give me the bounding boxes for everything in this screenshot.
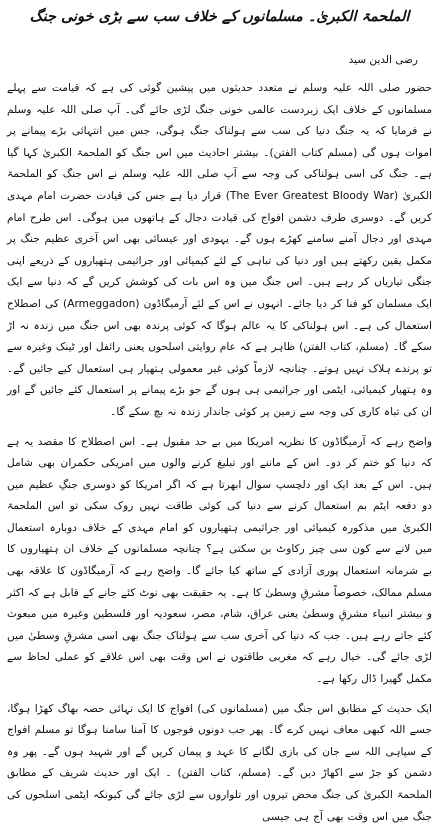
paragraph-text: حضور صلی اللہ علیہ وسلم نے متعدد حدیثوں میں پیشین گوئی کی ہے کہ قیامت سے پہلے مسلمانوں کے خلاف ایک زبردست عالمی خونی جنگ لڑی جائے گی۔ آپ صلی اللہ علیہ وسلم نے فرمایا کہ یہ جنگ دنیا کی سب سے ہولناک جنگ ہوگی، جس میں انتہائی بڑے پیمانے پر اموات ہوں گی (مسلم کتاب الفتن)۔ بیشتر احادیث میں اس جنگ کو الملحمۃ الکبریٰ کہا گیا ہے۔ جنگ کی اسی ہولناکی کی وجہ سے آپ صلی اللہ علیہ وسلم نے اس جنگ کو الملحمۃ الکبریٰ (The Ever Greatest Bloody War) قرار دیا ہے جس کی قیادت حضرت امام مہدی کریں گے۔ دوسری طرف دشمن افواج کی قیادت دجال کے ہاتھوں میں ہوگی۔ اس طرح امام مہدی اور دجال آمنے سامنے کھڑے ہوں گے۔ یہودی اور عیسائی بھی اس آخری عظیم جنگ پر مکمل یقین رکھتے ہیں اور دنیا کی تباہی کے لئے کیمیائی اور جراثیمی ہتھیاروں کے ذریعے اپنی جنگی تیاریاں کر رہے ہیں۔ اس جنگ میں وہ اس بات کی کوشش کریں گے کہ دنیا سے ایک ایک مسلمان کو فنا کر دیا جائے۔ انہوں نے اس کے لئے آرمیگاڈون (Armeggadon) کی اصطلاح استعمال کی ہے۔ اس ہولناکی کا یہ عالم ہوگا کہ کوئی پرندہ بھی اس جنگ میں زندہ نہ اڑ سکے گا۔ (مسلم، کتاب الفتن) ظاہر ہے کہ عام روایتی اسلحوں یعنی رائفل اور ٹینک وغیرہ سے تو پرندے ہلاک نہیں ہوتے۔ چنانچہ لازماً کوئی غیر معمولی ہتھیار ہی استعمال کیے جائیں گے۔ وہ ہتھیار کیمیائی، ایٹمی اور جراثیمی ہی ہوں گے جو بڑے پیمانے پر استعمال کئے جائیں گے اور ان کی تباہ کاری کی وجہ سے زمین پر کوئی جاندار زندہ نہ بچ سکے گا۔ <box>6 82 432 418</box>
article-title: الملحمۃ الکبریٰ۔ مسلمانوں کے خلاف سب سے بڑی خونی جنگ <box>29 9 410 25</box>
paragraph-text: واضح رہے کہ آرمیگاڈون کا نظریہ امریکا میں بے حد مقبول ہے۔ اس اصطلاح کا مقصد یہ ہے کہ دنیا کو ختم کر دو۔ اس کے ماننے اور تبلیغ کرنے والوں میں امریکی حکمران بھی شامل ہیں۔ اس کے بعد ایک اور دلچسپ سوال ابھرتا ہے کہ اگر امریکا کو دوسری جنگِ عظیم میں دو دفعہ ایٹم بم استعمال کرنے سے دنیا کی کوئی طاقت نہیں روک سکی تو اس الملحمۃ الکبریٰ میں مذکورہ کیمیائی اور جراثیمی ہتھیاروں کو امام مہدی کے خلاف دوبارہ استعمال میں لانے سے کون سی چیز رکاوٹ بن سکتی ہے؟ چنانچہ مسلمانوں کے خلاف ان ہتھیاروں کا بے شرمانہ استعمال پوری آزادی کے ساتھ کیا جائے گا۔ واضح رہے کہ آرمیگاڈون کا علاقہ بھی مسلم ممالک، خصوصاً مشرقِ وسطیٰ کا ہے۔ یہ حقیقت بھی نوٹ کئے جانے کے قابل ہے کہ اکثر و بیشتر انبیاء مشرقِ وسطیٰ یعنی عراق، شام، مصر، سعودیہ اور فلسطین وغیرہ میں مبعوث کئے جاتے رہے ہیں۔ جب کہ دنیا کی آخری سب سے ہولناک جنگ بھی اسی مشرقِ وسطیٰ میں لڑی جائے گی۔ خیال رہے کہ مغربی طاقتوں نے اس وقت بھی اس علاقے کو عملی لحاظ سے مکمل گھیرا ڈال رکھا ہے۔ <box>7 435 432 686</box>
author-name: رضی الدین سید <box>348 54 418 66</box>
article-body <box>7 78 432 828</box>
paragraph <box>7 432 432 691</box>
paragraph <box>7 699 432 828</box>
paragraph-text: ایک حدیث کے مطابق اس جنگ میں (مسلمانوں کی) افواج کا ایک تہائی حصہ بھاگ کھڑا ہوگا، جسے اللہ کبھی معاف نہیں کرے گا۔ پھر جب دونوں فوجوں کا آمنا سامنا ہوگا تو مسلم افواج کے سپاہی اللہ سے جان کی بازی لگانے کا عہد و پیمان کریں گے اور شہید ہوں گے۔ پھر وہ دشمن کو جڑ سے اکھاڑ دیں گے۔ (مسلم، کتاب الفتن) ۔ ایک اور حدیث شریف کے مطابق الملحمۃ الکبریٰ کی جنگ محض تیروں اور تلواروں سے لڑی جائے گی کیونکہ ایٹمی اسلحوں کی جنگ میں اس وقت بھی آج ہی جیسی <box>7 702 432 823</box>
paragraph <box>7 78 432 424</box>
